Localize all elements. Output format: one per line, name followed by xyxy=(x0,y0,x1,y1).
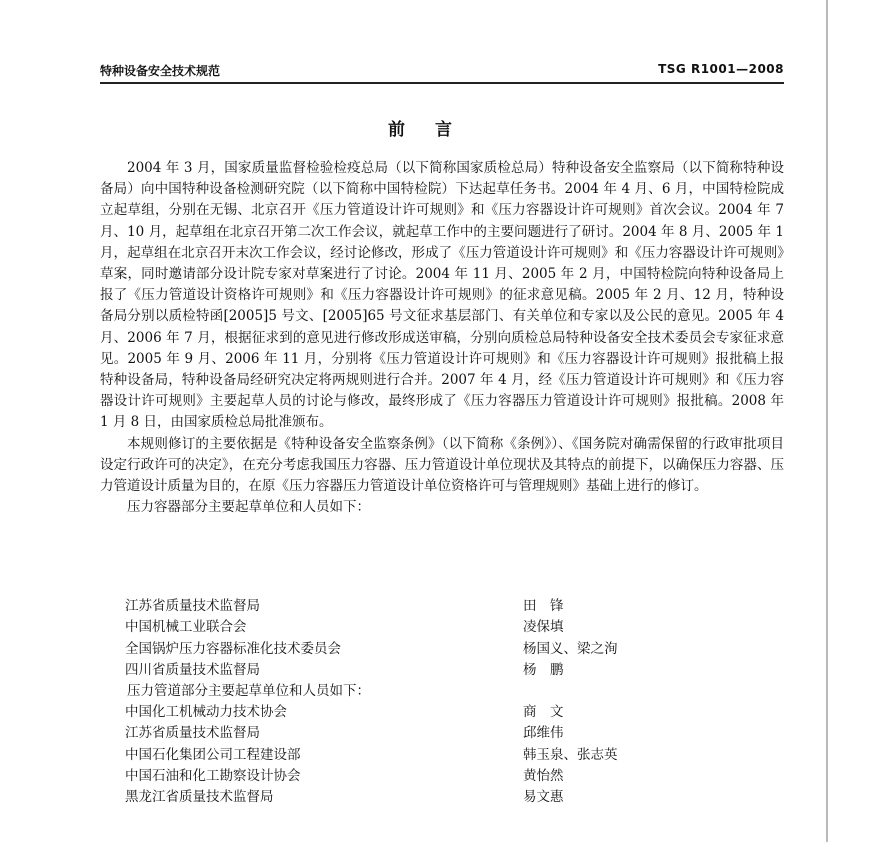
drafter-row xyxy=(125,702,725,723)
drafter-org: 江苏省质量技术监督局 xyxy=(125,725,260,742)
drafter-people: 凌保填 xyxy=(523,619,564,636)
foreword-paragraph-basis: 本规则修订的主要依据是《特种设备安全监察条例》（以下简称《条例》）、《国务院对确需保留的行政审批项目设定行政许可的决定》，在充分考虑我国压力容器、压力管道设计单位现状及其特点的前提下，以确保压力容器、压力管道设计质量为目的，在原《压力容器压力管道设计单位资格许可与管理规则》基础上进行的修订。 xyxy=(100,435,784,495)
drafter-row xyxy=(125,596,725,617)
drafter-org: 中国石油和化工勘察设计协会 xyxy=(125,767,301,784)
drafter-row xyxy=(125,723,725,744)
drafter-row xyxy=(125,660,725,681)
drafter-people: 黄怡然 xyxy=(523,767,564,784)
drafter-people: 杨国义、梁之洵 xyxy=(523,640,618,657)
header-standard-code: TSG R1001—2008 xyxy=(658,62,784,76)
vessel-drafters-intro: 压力容器部分主要起草单位和人员如下： xyxy=(127,499,370,516)
page-title: 前言 xyxy=(388,120,482,140)
drafter-org: 黑龙江省质量技术监督局 xyxy=(125,789,274,806)
drafter-row xyxy=(125,617,725,638)
drafter-org: 全国锅炉压力容器标准化技术委员会 xyxy=(125,640,341,657)
header-rule xyxy=(100,82,784,84)
drafter-row xyxy=(125,639,725,660)
drafter-people: 易文惠 xyxy=(523,789,564,806)
drafter-row xyxy=(125,787,725,808)
drafter-org: 江苏省质量技术监督局 xyxy=(125,598,260,614)
drafter-org: 中国化工机械动力技术协会 xyxy=(125,704,287,720)
foreword-body xyxy=(100,158,784,518)
drafter-people: 邱维伟 xyxy=(523,725,564,742)
drafter-people: 商 文 xyxy=(523,704,564,720)
running-header xyxy=(100,62,784,80)
drafter-people: 田 锋 xyxy=(523,598,564,614)
pipe-drafters-intro: 压力管道部分主要起草单位和人员如下： xyxy=(127,683,370,699)
pipe-drafters-list xyxy=(125,702,725,808)
drafter-people: 杨 鹏 xyxy=(523,661,564,678)
header-series-title: 特种设备安全技术规范 xyxy=(100,64,221,78)
drafter-row xyxy=(125,745,725,766)
drafter-org: 中国石化集团公司工程建设部 xyxy=(125,746,301,763)
drafter-org: 四川省质量技术监督局 xyxy=(125,661,260,678)
pipe-drafters-intro-wrap xyxy=(127,681,727,702)
vessel-drafters-list xyxy=(125,596,725,681)
foreword-paragraph-history: 2004 年 3 月，国家质量监督检验检疫总局（以下简称国家质检总局）特种设备安全监察局（以下简称特种设备局）向中国特种设备检测研究院（以下简称中国特检院）下达起草任务书。2004 年 4 月、6 月，中国特检院成立起草组，分别在无锡、北京召开《压力管道设计许可规则》和《压力容器设计许可规则》首次会议。2004 年 7 月、10 月，起草组在北京召开第二次工作会议，就起草工作中的主要问题进行了研讨。2004 年 8 月、2005 年 1 月，起草组在北京召开末次工作会议，经讨论修改，形成了《压力管道设计许可规则》和《压力容器设计许可规则》草案，同时邀请部分设计院专家对草案进行了讨论。2004 年 11 月、2005 年 2 月，中国特检院向特种设备局上报了《压力管道设计资格许可规则》和《压力容器设计许可规则》的征求意见稿。2005 年 2 月、12 月，特种设备局分别以质检特函[2005]5 号文、[2005]65 号文征求基层部门、有关单位和专家以及公民的意见。2005 年 4 月、2006 年 7 月，根据征求到的意见进行修改形成送审稿，分别向质检总局特种设备安全技术委员会专家征求意见。2005 年 9 月、2006 年 11 月，分别将《压力管道设计许可规则》和《压力容器设计许可规则》报批稿上报特种设备局，特种设备局经研究决定将两规则进行合并。2007 年 4 月，经《压力管道设计许可规则》和《压力容器设计许可规则》主要起草人员的讨论与修改，最终形成了《压力容器压力管道设计许可规则》报批稿。2008 年 1 月 8 日，由国家质检总局批准颁布。 xyxy=(100,160,784,431)
drafter-org: 中国机械工业联合会 xyxy=(125,619,247,636)
drafter-row xyxy=(125,766,725,787)
drafter-people: 韩玉泉、张志英 xyxy=(523,746,618,763)
